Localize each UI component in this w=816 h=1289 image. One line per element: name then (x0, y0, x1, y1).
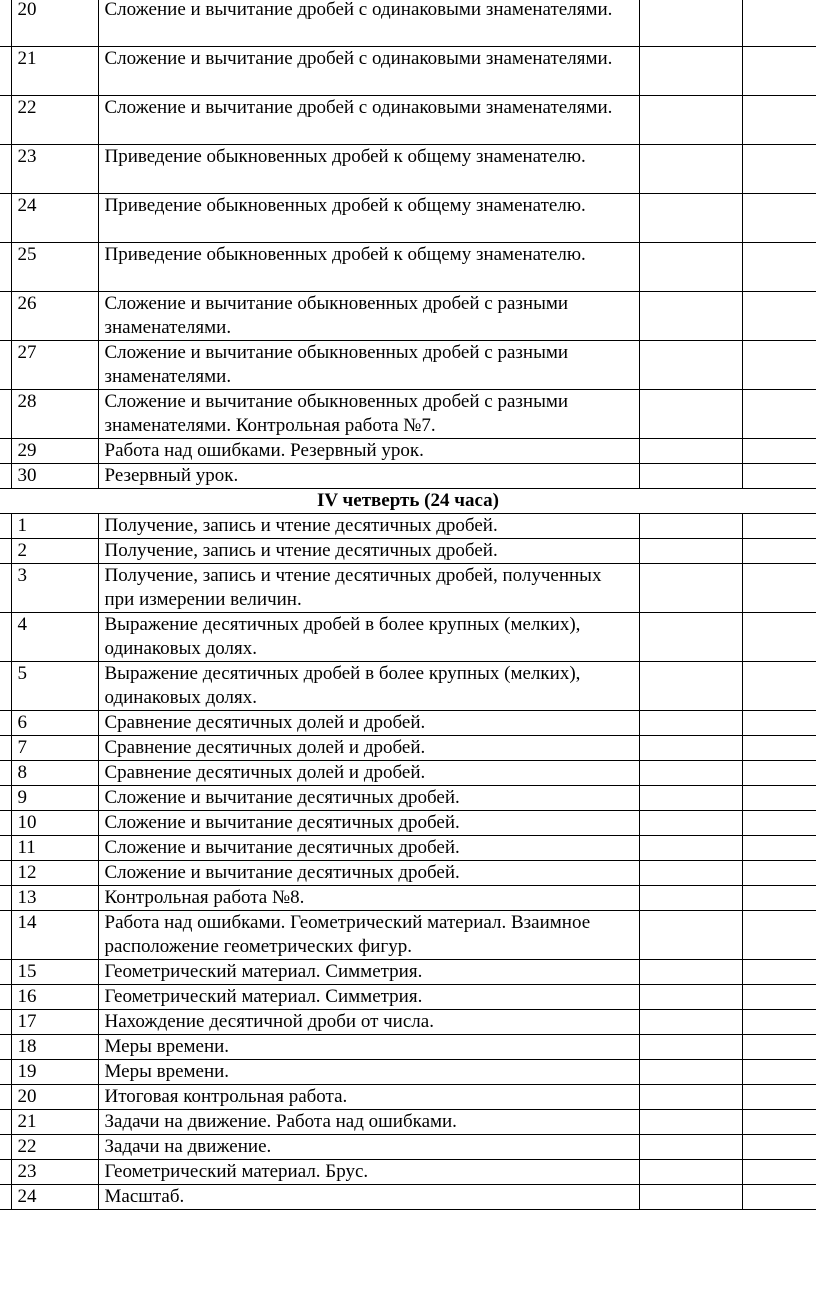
lesson-topic: Сравнение десятичных долей и дробей. (98, 711, 639, 736)
margin-cell (0, 1135, 11, 1160)
margin-cell (0, 836, 11, 861)
lesson-number: 16 (11, 985, 98, 1010)
lesson-number: 22 (11, 96, 98, 145)
lesson-topic: Сравнение десятичных долей и дробей. (98, 736, 639, 761)
margin-cell (0, 985, 11, 1010)
table-row (0, 1185, 816, 1210)
lesson-topic: Приведение обыкновенных дробей к общему знаменателю. (98, 243, 639, 292)
note-cell (742, 564, 816, 613)
note-cell (742, 439, 816, 464)
lesson-number: 21 (11, 1110, 98, 1135)
table-row (0, 811, 816, 836)
lesson-number: 26 (11, 292, 98, 341)
lesson-number: 21 (11, 47, 98, 96)
lesson-topic: Сложение и вычитание дробей с одинаковыми знаменателями. (98, 0, 639, 47)
note-cell (742, 0, 816, 47)
margin-cell (0, 1010, 11, 1035)
note-cell (742, 836, 816, 861)
table-row (0, 1010, 816, 1035)
note-cell (742, 711, 816, 736)
date-cell (639, 811, 742, 836)
lesson-number: 4 (11, 613, 98, 662)
margin-cell (0, 47, 11, 96)
table-row (0, 47, 816, 96)
lesson-topic: Нахождение десятичной дроби от числа. (98, 1010, 639, 1035)
date-cell (639, 47, 742, 96)
lesson-number: 30 (11, 464, 98, 489)
date-cell (639, 960, 742, 985)
date-cell (639, 341, 742, 390)
note-cell (742, 1110, 816, 1135)
lesson-topic: Резервный урок. (98, 464, 639, 489)
margin-cell (0, 761, 11, 786)
lesson-number: 7 (11, 736, 98, 761)
table-row (0, 341, 816, 390)
table-row (0, 539, 816, 564)
margin-cell (0, 539, 11, 564)
margin-cell (0, 662, 11, 711)
margin-cell (0, 1060, 11, 1085)
margin-cell (0, 341, 11, 390)
note-cell (742, 514, 816, 539)
lesson-topic: Сложение и вычитание десятичных дробей. (98, 811, 639, 836)
date-cell (639, 0, 742, 47)
margin-cell (0, 439, 11, 464)
lesson-number: 24 (11, 194, 98, 243)
table-row (0, 836, 816, 861)
lesson-number: 20 (11, 0, 98, 47)
margin-cell (0, 390, 11, 439)
date-cell (639, 836, 742, 861)
note-cell (742, 1135, 816, 1160)
lesson-topic: Контрольная работа №8. (98, 886, 639, 911)
table-row (0, 711, 816, 736)
lesson-topic: Приведение обыкновенных дробей к общему знаменателю. (98, 194, 639, 243)
lesson-number: 2 (11, 539, 98, 564)
lesson-number: 27 (11, 341, 98, 390)
quarter4-section (0, 514, 816, 1210)
lesson-number: 1 (11, 514, 98, 539)
lesson-topic: Сложение и вычитание десятичных дробей. (98, 861, 639, 886)
margin-cell (0, 292, 11, 341)
lesson-topic: Меры времени. (98, 1035, 639, 1060)
lesson-topic: Выражение десятичных дробей в более крупных (мелких), одинаковых долях. (98, 613, 639, 662)
note-cell (742, 1185, 816, 1210)
note-cell (742, 539, 816, 564)
lesson-topic: Получение, запись и чтение десятичных дробей. (98, 514, 639, 539)
note-cell (742, 292, 816, 341)
date-cell (639, 1160, 742, 1185)
lesson-number: 13 (11, 886, 98, 911)
margin-cell (0, 1160, 11, 1185)
lesson-topic: Геометрический материал. Симметрия. (98, 960, 639, 985)
table-row (0, 736, 816, 761)
date-cell (639, 761, 742, 786)
date-cell (639, 439, 742, 464)
table-row (0, 194, 816, 243)
margin-cell (0, 1085, 11, 1110)
note-cell (742, 1035, 816, 1060)
lesson-topic: Масштаб. (98, 1185, 639, 1210)
table-row (0, 1060, 816, 1085)
lesson-topic: Меры времени. (98, 1060, 639, 1085)
lesson-topic: Задачи на движение. Работа над ошибками. (98, 1110, 639, 1135)
lesson-topic: Сложение и вычитание десятичных дробей. (98, 786, 639, 811)
lesson-topic: Получение, запись и чтение десятичных дробей. (98, 539, 639, 564)
margin-cell (0, 243, 11, 292)
date-cell (639, 539, 742, 564)
table-row (0, 243, 816, 292)
lesson-number: 25 (11, 243, 98, 292)
margin-cell (0, 0, 11, 47)
quarter3-section (0, 0, 816, 489)
date-cell (639, 1035, 742, 1060)
lesson-number: 8 (11, 761, 98, 786)
table-row (0, 1085, 816, 1110)
date-cell (639, 1135, 742, 1160)
margin-cell (0, 514, 11, 539)
note-cell (742, 861, 816, 886)
date-cell (639, 464, 742, 489)
lesson-number: 15 (11, 960, 98, 985)
date-cell (639, 711, 742, 736)
margin-cell (0, 786, 11, 811)
lesson-topic: Сложение и вычитание обыкновенных дробей с разными знаменателями. (98, 341, 639, 390)
lesson-topic: Получение, запись и чтение десятичных дробей, полученных при измерении величин. (98, 564, 639, 613)
quarter4-header: IV четверть (24 часа) (0, 489, 816, 514)
lesson-number: 20 (11, 1085, 98, 1110)
note-cell (742, 761, 816, 786)
lesson-number: 28 (11, 390, 98, 439)
table-row (0, 761, 816, 786)
table-row (0, 292, 816, 341)
margin-cell (0, 145, 11, 194)
note-cell (742, 811, 816, 836)
margin-cell (0, 613, 11, 662)
quarter4-header-row (0, 489, 816, 514)
table-row (0, 0, 816, 47)
note-cell (742, 194, 816, 243)
margin-cell (0, 1035, 11, 1060)
table-row (0, 960, 816, 985)
note-cell (742, 911, 816, 960)
date-cell (639, 514, 742, 539)
lesson-number: 29 (11, 439, 98, 464)
lesson-number: 10 (11, 811, 98, 836)
lesson-number: 12 (11, 861, 98, 886)
date-cell (639, 292, 742, 341)
lesson-topic: Сложение и вычитание дробей с одинаковыми знаменателями. (98, 47, 639, 96)
margin-cell (0, 194, 11, 243)
note-cell (742, 243, 816, 292)
lesson-number: 23 (11, 145, 98, 194)
lesson-topic: Сравнение десятичных долей и дробей. (98, 761, 639, 786)
date-cell (639, 662, 742, 711)
note-cell (742, 886, 816, 911)
lesson-number: 19 (11, 1060, 98, 1085)
lesson-number: 9 (11, 786, 98, 811)
lesson-topic: Итоговая контрольная работа. (98, 1085, 639, 1110)
margin-cell (0, 1185, 11, 1210)
table-row (0, 464, 816, 489)
lesson-topic: Сложение и вычитание десятичных дробей. (98, 836, 639, 861)
date-cell (639, 1110, 742, 1135)
date-cell (639, 564, 742, 613)
lesson-topic: Сложение и вычитание дробей с одинаковыми знаменателями. (98, 96, 639, 145)
table-row (0, 514, 816, 539)
note-cell (742, 662, 816, 711)
note-cell (742, 341, 816, 390)
date-cell (639, 886, 742, 911)
lesson-number: 24 (11, 1185, 98, 1210)
date-cell (639, 1185, 742, 1210)
margin-cell (0, 736, 11, 761)
lesson-topic: Задачи на движение. (98, 1135, 639, 1160)
table-row (0, 1135, 816, 1160)
date-cell (639, 613, 742, 662)
table-row (0, 786, 816, 811)
date-cell (639, 194, 742, 243)
lesson-topic: Выражение десятичных дробей в более крупных (мелких), одинаковых долях. (98, 662, 639, 711)
margin-cell (0, 960, 11, 985)
note-cell (742, 1010, 816, 1035)
date-cell (639, 1010, 742, 1035)
margin-cell (0, 886, 11, 911)
note-cell (742, 464, 816, 489)
note-cell (742, 145, 816, 194)
margin-cell (0, 711, 11, 736)
lesson-number: 14 (11, 911, 98, 960)
date-cell (639, 390, 742, 439)
lesson-topic: Работа над ошибками. Резервный урок. (98, 439, 639, 464)
lesson-number: 18 (11, 1035, 98, 1060)
date-cell (639, 243, 742, 292)
table-row (0, 145, 816, 194)
date-cell (639, 861, 742, 886)
note-cell (742, 1160, 816, 1185)
margin-cell (0, 96, 11, 145)
date-cell (639, 145, 742, 194)
table-row (0, 613, 816, 662)
table-row (0, 985, 816, 1010)
lesson-number: 5 (11, 662, 98, 711)
table-row (0, 911, 816, 960)
table-row (0, 886, 816, 911)
lesson-topic: Геометрический материал. Брус. (98, 1160, 639, 1185)
note-cell (742, 390, 816, 439)
table-row (0, 1035, 816, 1060)
table-row (0, 1160, 816, 1185)
lesson-number: 22 (11, 1135, 98, 1160)
note-cell (742, 985, 816, 1010)
table-row (0, 390, 816, 439)
note-cell (742, 613, 816, 662)
margin-cell (0, 464, 11, 489)
note-cell (742, 96, 816, 145)
table-row (0, 1110, 816, 1135)
lesson-topic: Геометрический материал. Симметрия. (98, 985, 639, 1010)
date-cell (639, 736, 742, 761)
note-cell (742, 1085, 816, 1110)
margin-cell (0, 1110, 11, 1135)
lesson-topic: Приведение обыкновенных дробей к общему знаменателю. (98, 145, 639, 194)
note-cell (742, 960, 816, 985)
margin-cell (0, 811, 11, 836)
note-cell (742, 47, 816, 96)
table-row (0, 662, 816, 711)
table-row (0, 96, 816, 145)
lesson-topic: Сложение и вычитание обыкновенных дробей с разными знаменателями. (98, 292, 639, 341)
date-cell (639, 96, 742, 145)
lesson-number: 3 (11, 564, 98, 613)
table-row (0, 564, 816, 613)
date-cell (639, 985, 742, 1010)
date-cell (639, 911, 742, 960)
lesson-number: 11 (11, 836, 98, 861)
note-cell (742, 736, 816, 761)
lesson-number: 6 (11, 711, 98, 736)
lesson-number: 23 (11, 1160, 98, 1185)
table-row (0, 861, 816, 886)
lesson-topic: Работа над ошибками. Геометрический материал. Взаимное расположение геометрических фигур. (98, 911, 639, 960)
date-cell (639, 1060, 742, 1085)
date-cell (639, 786, 742, 811)
margin-cell (0, 564, 11, 613)
margin-cell (0, 861, 11, 886)
date-cell (639, 1085, 742, 1110)
note-cell (742, 1060, 816, 1085)
quarter4-header-section (0, 489, 816, 514)
margin-cell (0, 911, 11, 960)
lesson-number: 17 (11, 1010, 98, 1035)
table-row (0, 439, 816, 464)
note-cell (742, 786, 816, 811)
lesson-topic: Сложение и вычитание обыкновенных дробей с разными знаменателями. Контрольная работа №7. (98, 390, 639, 439)
